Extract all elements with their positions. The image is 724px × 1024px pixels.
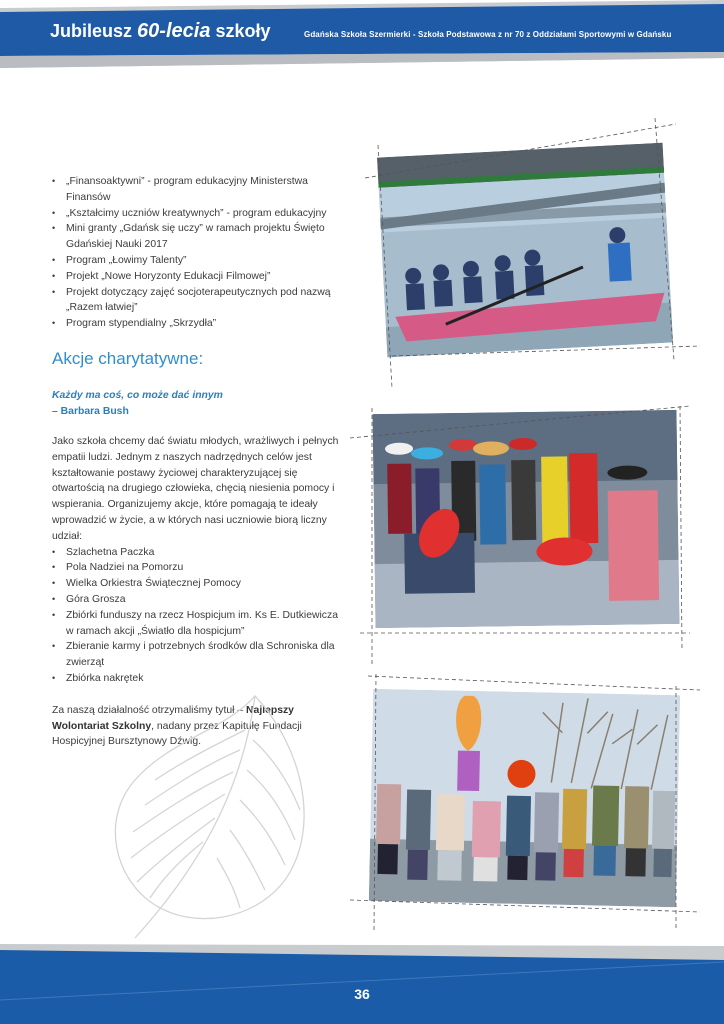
leaf-watermark-icon [95,690,335,940]
quote-text: Każdy ma coś, co może dać innym [52,390,223,401]
list-item: • Zbiórki funduszy na rzecz Hospicjum im. Ks E. Dutkiewicza w ramach akcji „Światło dla hospicjum” [52,608,348,640]
header-subtitle: Gdańska Szkoła Szermierki - Szkoła Podstawowa z nr 70 z Oddziałami Sportowymi w Gdańsku [304,30,672,39]
header-title [50,20,270,43]
charity-actions-list [52,545,348,687]
list-item: • Wielka Orkiestra Świątecznej Pomocy [52,576,348,592]
header-title-big: 60-lecia [137,20,211,42]
list-item: • Pola Nadziei na Pomorzu [52,560,348,576]
list-item: • Projekt dotyczący zajęć socjoterapeutycznych pod nazwą „Razem łatwiej” [52,285,352,317]
quote-block [52,388,223,420]
quote-author: – Barbara Bush [52,405,129,417]
footer-banner [0,940,724,1024]
list-item: • Zbiórka nakrętek [52,671,348,687]
closing-award: Najlepszy Wolontariat Szkolny [52,704,294,732]
list-item: • Projekt „Nowe Horyzonty Edukacji Filmowej” [52,269,352,285]
closing-pre: Za naszą działalność otrzymaliśmy tytuł – [52,704,247,716]
page-number: 36 [354,986,370,1002]
list-item: • Szlachetna Paczka [52,545,348,561]
charity-intro: Jako szkoła chcemy dać światu młodych, wrażliwych i pełnych empatii ludzi. Jednym z naszych nadrzędnych celów jest kształtowanie postawy życiowej charakteryzującej się otwartością na drugiego człowieka, chęcią niesienia pomocy i wspierania. Organizujemy akcje, które pomagają te ideały wprowadzić w życie, a w których nasi uczniowie biorą liczny udział: [52,436,339,542]
list-item: • „Kształcimy uczniów kreatywnych” - program edukacyjny [52,206,352,222]
header-title-suffix: szkoły [215,21,271,41]
list-item: • Góra Grosza [52,592,348,608]
list-item: • Zbieranie karmy i potrzebnych środków dla Schroniska dla zwierząt [52,639,348,671]
section-title: Akcje charytatywne: [52,349,204,368]
photo-costume-group [373,410,680,628]
page-header [0,0,724,70]
header-title-prefix: Jubileusz [50,21,133,41]
page-footer [0,940,724,1024]
list-item: • Program „Łowimy Talenty” [52,253,352,269]
photo-children-spring [369,689,680,907]
photo-rowing-boat [377,143,673,358]
list-item: • Program stypendialny „Skrzydła” [52,316,352,332]
list-item: • Mini granty „Gdańsk się uczy” w ramach projektu Święto Gdańskiej Nauki 2017 [52,221,352,253]
list-item: • „Finansoaktywni” - program edukacyjny Ministerstwa Finansów [52,174,352,206]
closing-post: , nadany przez Kapitułę Fundacji Hospicyjnej Bursztynowy Dźwig. [52,720,302,748]
programs-list [52,174,352,332]
programs-list-block [52,174,352,332]
